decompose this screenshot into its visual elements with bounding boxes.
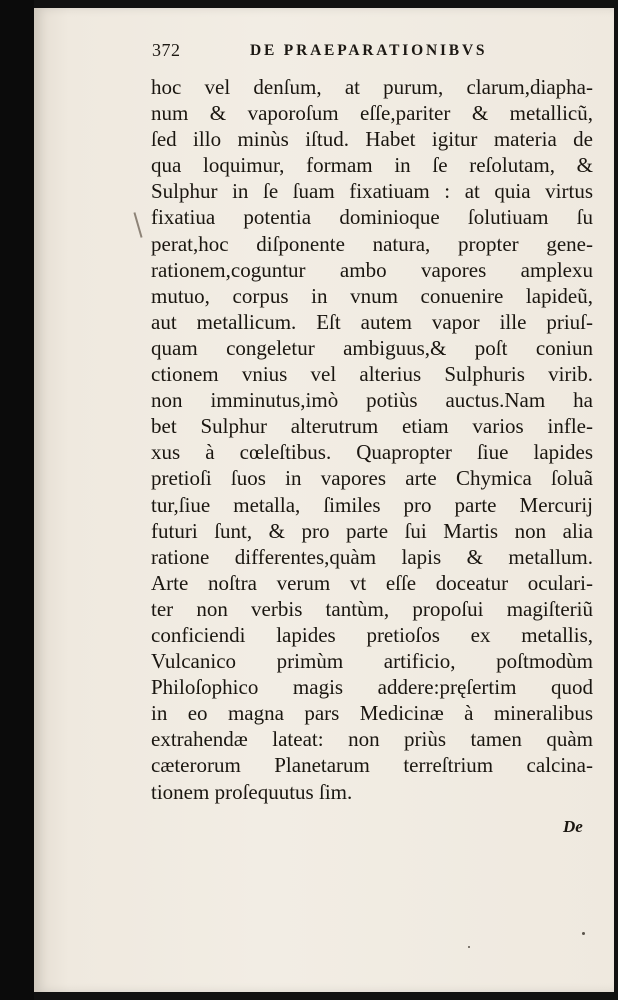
text-line: bet Sulphur alterutrum etiam varios infle- [151, 414, 593, 439]
text-line: ter non verbis tantùm, propoſui magiſteriũ [151, 596, 593, 621]
text-line: rationem,coguntur ambo vapores amplexu [151, 257, 593, 282]
text-line: conficiendi lapides pretioſos ex metallis, [151, 622, 593, 647]
text-line: fixatiua potentia dominioque ſolutiuam ſu [151, 205, 593, 230]
text-line: qua loquimur, formam in ſe reſolutam, & [151, 153, 593, 178]
page-speck [582, 932, 585, 935]
text-line: cæterorum Planetarum terreſtrium calcina- [151, 753, 593, 778]
text-line: hoc vel denſum, at purum, clarum,diapha- [151, 75, 593, 99]
text-line: tur,ſiue metalla, ſimiles pro parte Mercurij [151, 492, 593, 517]
text-line: Arte noſtra verum vt eſſe doceatur oculari- [151, 570, 593, 595]
text-line: pretioſi ſuos in vapores arte Chymica ſoluã [151, 466, 593, 491]
text-line: num & vaporoſum eſſe,pariter & metallicũ, [151, 101, 593, 126]
text-line: aut metallicum. Eſt autem vapor ille priuſ- [151, 309, 593, 334]
page-number: 372 [152, 40, 181, 60]
text-line: tionem proſequutus ſim. [151, 779, 353, 804]
text-line: non imminutus,imò potiùs auctus.Nam ha [151, 388, 593, 413]
text-line: perat,hoc diſponente natura, propter gene- [151, 231, 593, 256]
text-line: mutuo, corpus in vnum conuenire lapideũ, [151, 283, 593, 308]
page-header [152, 40, 618, 68]
text-line: ratione differentes,quàm lapis & metallum. [151, 544, 593, 569]
scan-left-border [0, 0, 34, 1000]
text-line: quam congeletur ambiguus,& poſt coniun [151, 335, 593, 360]
text-line: extrahendæ lateat: non priùs tamen quàm [151, 727, 593, 752]
text-line: Philoſophico magis addere:pręſertim quod [151, 675, 593, 700]
text-line: Sulphur in ſe ſuam fixatiuam : at quia virtus [151, 179, 593, 204]
catchword: De [563, 817, 583, 836]
body-text [151, 74, 593, 805]
text-line: xus à cœleſtibus. Quapropter ſiue lapides [151, 440, 593, 465]
text-line: ſed illo minùs iſtud. Habet igitur materia de [151, 127, 593, 152]
text-line: futuri ſunt, & pro parte ſui Martis non alia [151, 518, 593, 543]
text-line: Vulcanico primùm artificio, poſtmodùm [151, 649, 593, 674]
text-line: ctionem vnius vel alterius Sulphuris virib. [151, 362, 593, 387]
text-line: in eo magna pars Medicinæ à mineralibus [151, 701, 593, 726]
running-head: DE PRAEPARATIONIBVS [250, 42, 488, 59]
page-speck [468, 946, 470, 948]
